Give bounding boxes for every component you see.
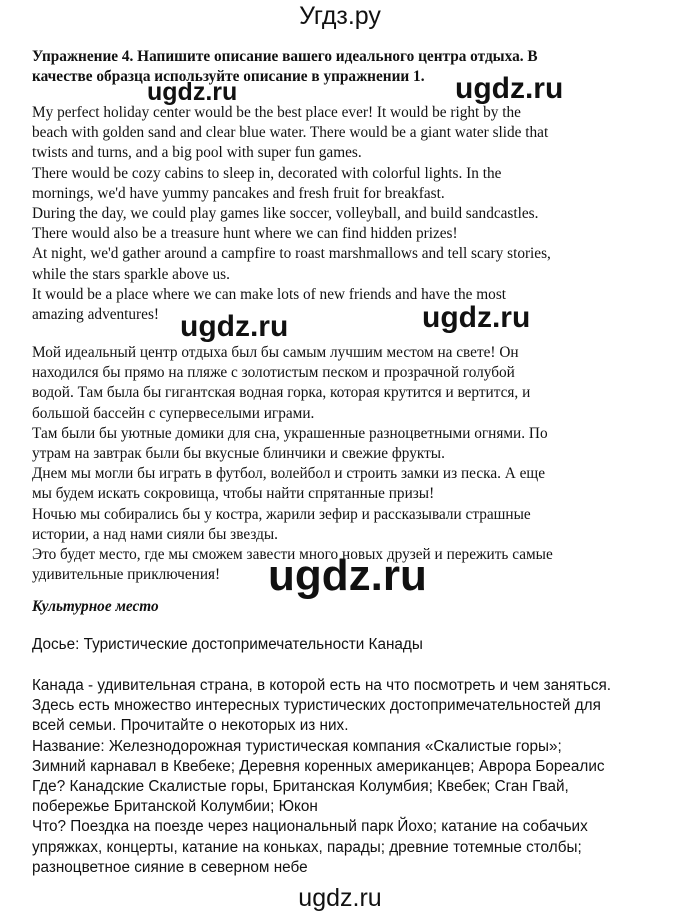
text-line: побережье Британской Колумбии; Юкон [32,798,318,816]
site-header: Угдз.ру [299,2,381,30]
text-line: Там были бы уютные домики для сна, украшенные разноцветными огнями. По [32,424,548,442]
text-line: Что? Поездка на поезде через национальный парк Йохо; катание на собачьих [32,818,588,836]
text-line: находился бы прямо на пляже с золотистым песком и прозрачной голубой [32,364,515,382]
text-line: while the stars sparkle above us. [32,265,230,283]
text-line: Днем мы могли бы играть в футбол, волейбол и строить замки из песка. А еще [32,465,545,483]
text-line: водой. Там была бы гигантская водная горка, которая крутится и вертится, и [32,384,531,402]
text-line: всей семьи. Прочитайте о некоторых из них. [32,717,349,735]
text-line: Здесь есть множество интересных туристических достопримечательностей для [32,697,601,715]
watermark: ugdz.ru [455,72,564,105]
text-line: My perfect holiday center would be the best place ever! It would be right by the [32,104,521,121]
watermark: ugdz.ru [147,78,238,106]
site-footer: ugdz.ru [298,884,382,912]
text-line: It would be a place where we can make lots of new friends and have the most [32,285,507,303]
text-line: There would also be a treasure hunt where we can find hidden prizes! [32,225,458,243]
text-line: mornings, we'd have yummy pancakes and fresh fruit for breakfast. [32,184,445,202]
text-line: большой бассейн с супервеселыми играми. [32,404,315,422]
culture-heading: Культурное место [32,598,159,615]
text-line: упряжках, концерты, катание на коньках, парады; древние тотемные столбы; [32,838,582,856]
text-line: twists and turns, and a big pool with super fun games. [32,144,362,162]
dossier-title: Досье: Туристические достопримечательности Канады [32,636,423,653]
title-line: Упражнение 4. Напишите описание вашего идеального центра отдыха. В [32,48,538,65]
text-line: During the day, we could play games like soccer, volleyball, and build sandcastles. [32,204,539,222]
text-line: Это будет место, где мы сможем завести много новых друзей и пережить самые [32,545,553,563]
watermark: ugdz.ru [422,301,531,334]
canada-text [32,676,652,878]
text-line: удивительные приключения! [32,566,221,584]
watermark: ugdz.ru [268,551,427,600]
text-line: beach with golden sand and clear blue water. There would be a giant water slide that [32,124,549,142]
title-line: качестве образца используйте описание в упражнении 1. [32,68,425,86]
text-line: мы будем искать сокровища, чтобы найти спрятанные призы! [32,485,435,503]
text-line: Где? Канадские Скалистые горы, Британская Колумбия; Квебек; Сган Гвай, [32,777,569,795]
text-line: Название: Железнодорожная туристическая компания «Скалистые горы»; [32,737,562,755]
text-line: утрам на завтрак были бы вкусные блинчики и свежие фрукты. [32,444,445,462]
russian-text [32,343,652,585]
english-text [32,103,652,325]
text-line: Канада - удивительная страна, в которой есть на что посмотреть и чем заняться. [32,677,612,694]
text-line: amazing adventures! [32,305,159,323]
text-line: Мой идеальный центр отдыха был бы самым лучшим местом на свете! Он [32,344,519,361]
text-line: истории, а над нами сияли бы звезды. [32,525,278,543]
watermark: ugdz.ru [180,310,289,343]
text-line: At night, we'd gather around a campfire to roast marshmallows and tell scary stories, [32,245,551,263]
text-line: There would be cozy cabins to sleep in, decorated with colorful lights. In the [32,164,502,182]
text-line: Ночью мы собирались бы у костра, жарили зефир и рассказывали страшные [32,505,531,523]
text-line: Зимний карнавал в Квебеке; Деревня коренных американцев; Аврора Бореалис [32,757,605,775]
text-line: разноцветное сияние в северном небе [32,858,308,876]
